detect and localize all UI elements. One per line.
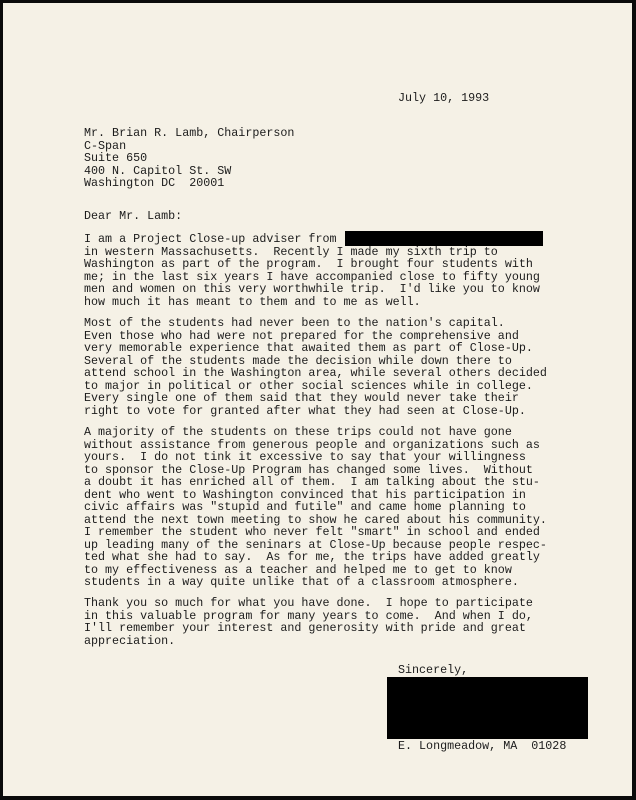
- paragraph-1-line: men and women on this very worthwhile trip. I'd like you to know: [84, 282, 540, 296]
- paragraph-4-line: appreciation.: [84, 633, 176, 648]
- paragraph-3-line: up leading many of the seninars at Close-Up because people respec-: [84, 537, 547, 552]
- paragraph-1-line: I am a Project Close-up adviser from: [84, 232, 337, 246]
- paragraph-1-line: Washington as part of the program. I brought four students with: [84, 257, 533, 271]
- paragraph-3-line: without assistance from generous people and organizations such as: [84, 437, 540, 452]
- letter-page: [3, 3, 632, 796]
- recipient-city: Washington DC 20001: [84, 176, 225, 190]
- signature-location: E. Longmeadow, MA 01028: [398, 739, 567, 753]
- paragraph-3-line: dent who went to Washington convinced that his participation in: [84, 487, 526, 502]
- paragraph-2-line: Several of the students made the decision while down there to: [84, 353, 512, 368]
- paragraph-1-line: me; in the last six years I have accompanied close to fifty young: [84, 269, 540, 284]
- redaction-signature: [387, 677, 588, 739]
- paragraph-3-line: to my effectiveness as a teacher and helped me to get to know: [84, 562, 512, 577]
- recipient-street: 400 N. Capitol St. SW: [84, 163, 232, 178]
- closing: Sincerely,: [398, 663, 469, 677]
- paragraph-2-line: attend school in the Washington area, while several others decided: [84, 366, 547, 380]
- letter-date: July 10, 1993: [398, 91, 490, 105]
- paragraph-3-line: attend the next town meeting to show he cared about his community.: [84, 512, 547, 527]
- paragraph-4-line: in this valuable program for many years to come. And when I do,: [84, 608, 533, 623]
- paragraph-2-line: Most of the students had never been to the nation's capital.: [84, 316, 505, 330]
- paragraph-3-line: I remember the student who never felt "smart" in school and ended: [84, 525, 540, 539]
- paragraph-2-line: very memorable experience that awaited them as part of Close-Up.: [84, 341, 533, 355]
- paragraph-4-line: I'll remember your interest and generosity with pride and great: [84, 621, 526, 635]
- paragraph-1-line: in western Massachusetts. Recently I made my sixth trip to: [84, 244, 498, 259]
- paragraph-3-line: ted what she had to say. As for me, the trips have added greatly: [84, 550, 540, 564]
- recipient-name: Mr. Brian R. Lamb, Chairperson: [84, 126, 295, 140]
- paragraph-2-line: right to vote for granted after what they had seen at Close-Up.: [84, 403, 526, 418]
- paragraph-3-line: yours. I do not tink it excessive to say that your willingness: [84, 450, 526, 464]
- paragraph-2-line: to major in political or other social sciences while in college.: [84, 378, 533, 393]
- paragraph-2-line: Every single one of them said that they would never take their: [84, 391, 519, 405]
- recipient-organization: C-Span: [84, 138, 127, 153]
- paragraph-3-line: civic affairs was "stupid and futile" and came home planning to: [84, 500, 526, 514]
- recipient-suite: Suite 650: [84, 151, 148, 165]
- paragraph-3-line: A majority of the students on these trips could not have gone: [84, 425, 512, 439]
- paragraph-3-line: to sponsor the Close-Up Program has changed some lives. Without: [84, 462, 533, 477]
- paragraph-3-line: students in a way quite unlike that of a classroom atmosphere.: [84, 575, 519, 589]
- paragraph-3-line: a doubt it has enriched all of them. I am talking about the stu-: [84, 475, 540, 489]
- redaction-school-name: [345, 231, 543, 246]
- salutation: Dear Mr. Lamb:: [84, 209, 183, 223]
- paragraph-1-line: how much it has meant to them and to me as well.: [84, 294, 421, 309]
- paragraph-2-line: Even those who had were not prepared for the comprehensive and: [84, 328, 519, 343]
- paragraph-4-line: Thank you so much for what you have done. I hope to participate: [84, 596, 533, 610]
